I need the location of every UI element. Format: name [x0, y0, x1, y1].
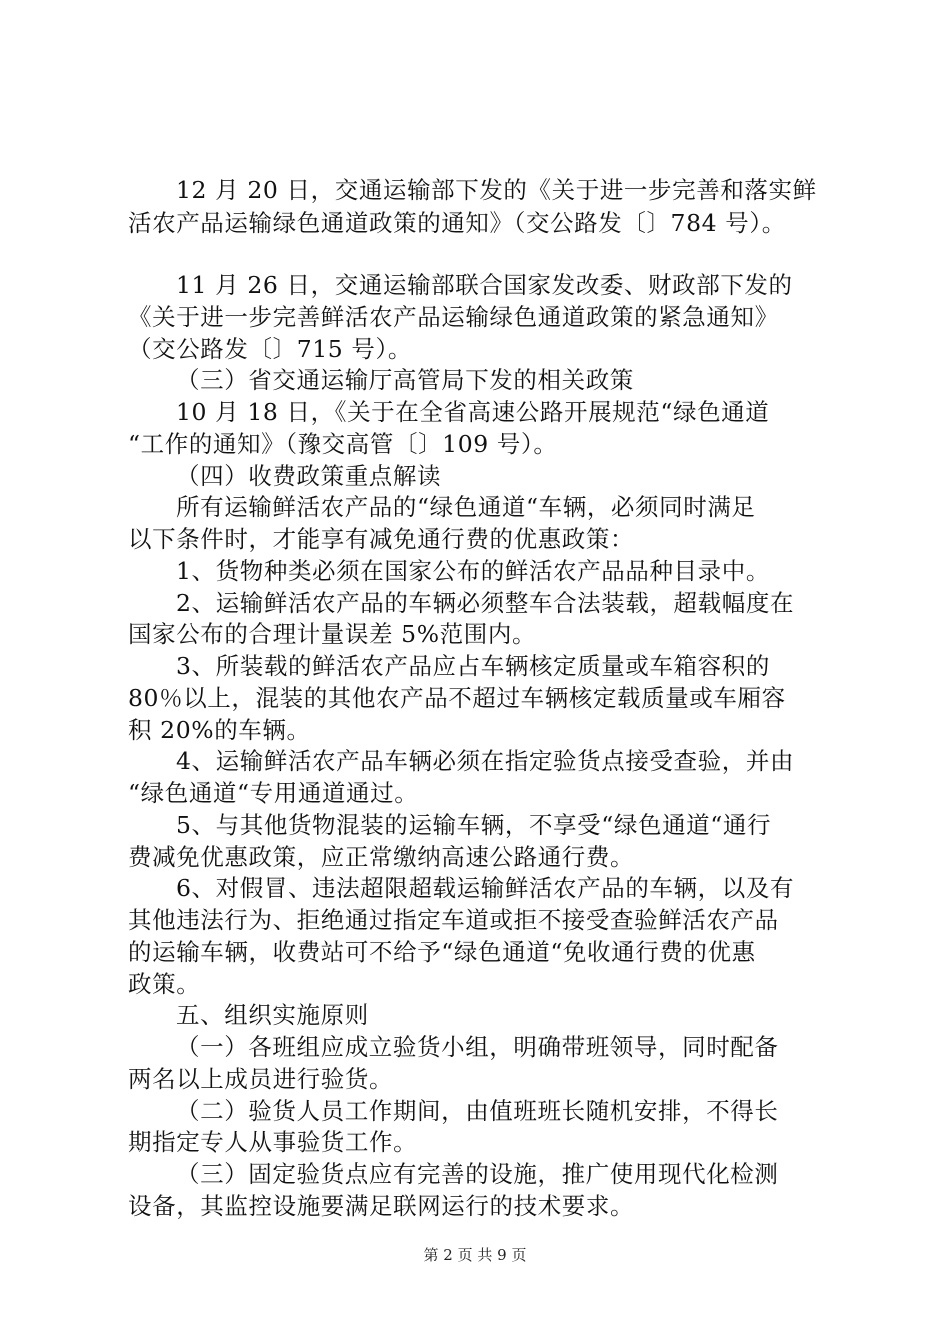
list-item: （三）固定验货点应有完善的设施，推广使用现代化检测	[176, 1160, 779, 1188]
text-line: 12 月 20 日，交通运输部下发的《关于进一步完善和落实鲜	[176, 176, 817, 204]
list-item: 3、所装载的鲜活农产品应占车辆核定质量或车箱容积的	[176, 652, 770, 680]
text-line: 国家公布的合理计量误差 5%范围内。	[128, 620, 537, 648]
text-line: 政策。	[128, 970, 201, 998]
section-heading: （三）省交通运输厅高管局下发的相关政策	[176, 366, 634, 394]
text-line: 其他违法行为、拒绝通过指定车道或拒不接受查验鲜活农产品	[128, 906, 779, 934]
text-line: 设备，其监控设施要满足联网运行的技术要求。	[128, 1192, 635, 1220]
text-line: 期指定专人从事验货工作。	[128, 1128, 418, 1156]
section-heading: 五、组织实施原则	[176, 1001, 369, 1029]
list-item: （二）验货人员工作期间，由值班班长随机安排，不得长	[176, 1097, 779, 1125]
list-item: 5、与其他货物混装的运输车辆，不享受“绿色通道“通行	[176, 811, 772, 839]
list-item: 6、对假冒、违法超限超载运输鲜活农产品的车辆，以及有	[176, 874, 795, 902]
text-line: 《关于进一步完善鲜活农产品运输绿色通道政策的紧急通知》	[128, 303, 779, 331]
text-line: 的运输车辆，收费站可不给予“绿色通道“免收通行费的优惠	[128, 938, 756, 966]
list-item: 1、货物种类必须在国家公布的鲜活农产品品种目录中。	[176, 557, 770, 585]
text-line: “工作的通知》（豫交高管〔〕109 号）。	[128, 430, 558, 458]
list-item: 2、运输鲜活农产品的车辆必须整车合法装载，超载幅度在	[176, 589, 795, 617]
text-line: 11 月 26 日，交通运输部联合国家发改委、财政部下发的	[176, 271, 793, 299]
text-line: 积 20%的车辆。	[128, 716, 311, 744]
text-line: 费减免优惠政策，应正常缴纳高速公路通行费。	[128, 843, 635, 871]
text-line: 以下条件时，才能享有减免通行费的优惠政策：	[128, 525, 635, 553]
text-line: 80％以上，混装的其他农产品不超过车辆核定载质量或车厢容	[128, 684, 786, 712]
text-line: （交公路发〔〕715 号）。	[128, 335, 412, 363]
text-line: 所有运输鲜活农产品的“绿色通道“车辆，必须同时满足	[176, 493, 756, 521]
list-item: 4、运输鲜活农产品车辆必须在指定验货点接受查验，并由	[176, 747, 795, 775]
text-line: “绿色通道“专用通道通过。	[128, 779, 419, 807]
section-heading: （四）收费政策重点解读	[176, 462, 442, 490]
text-line: 10 月 18 日，《关于在全省高速公路开展规范“绿色通道	[176, 398, 770, 426]
text-line: 两名以上成员进行验货。	[128, 1065, 394, 1093]
page-number-footer: 第 2 页 共 9 页	[423, 1246, 527, 1264]
list-item: （一）各班组应成立验货小组，明确带班领导，同时配备	[176, 1033, 779, 1061]
text-line: 活农产品运输绿色通道政策的通知》（交公路发〔〕784 号）。	[128, 209, 786, 237]
